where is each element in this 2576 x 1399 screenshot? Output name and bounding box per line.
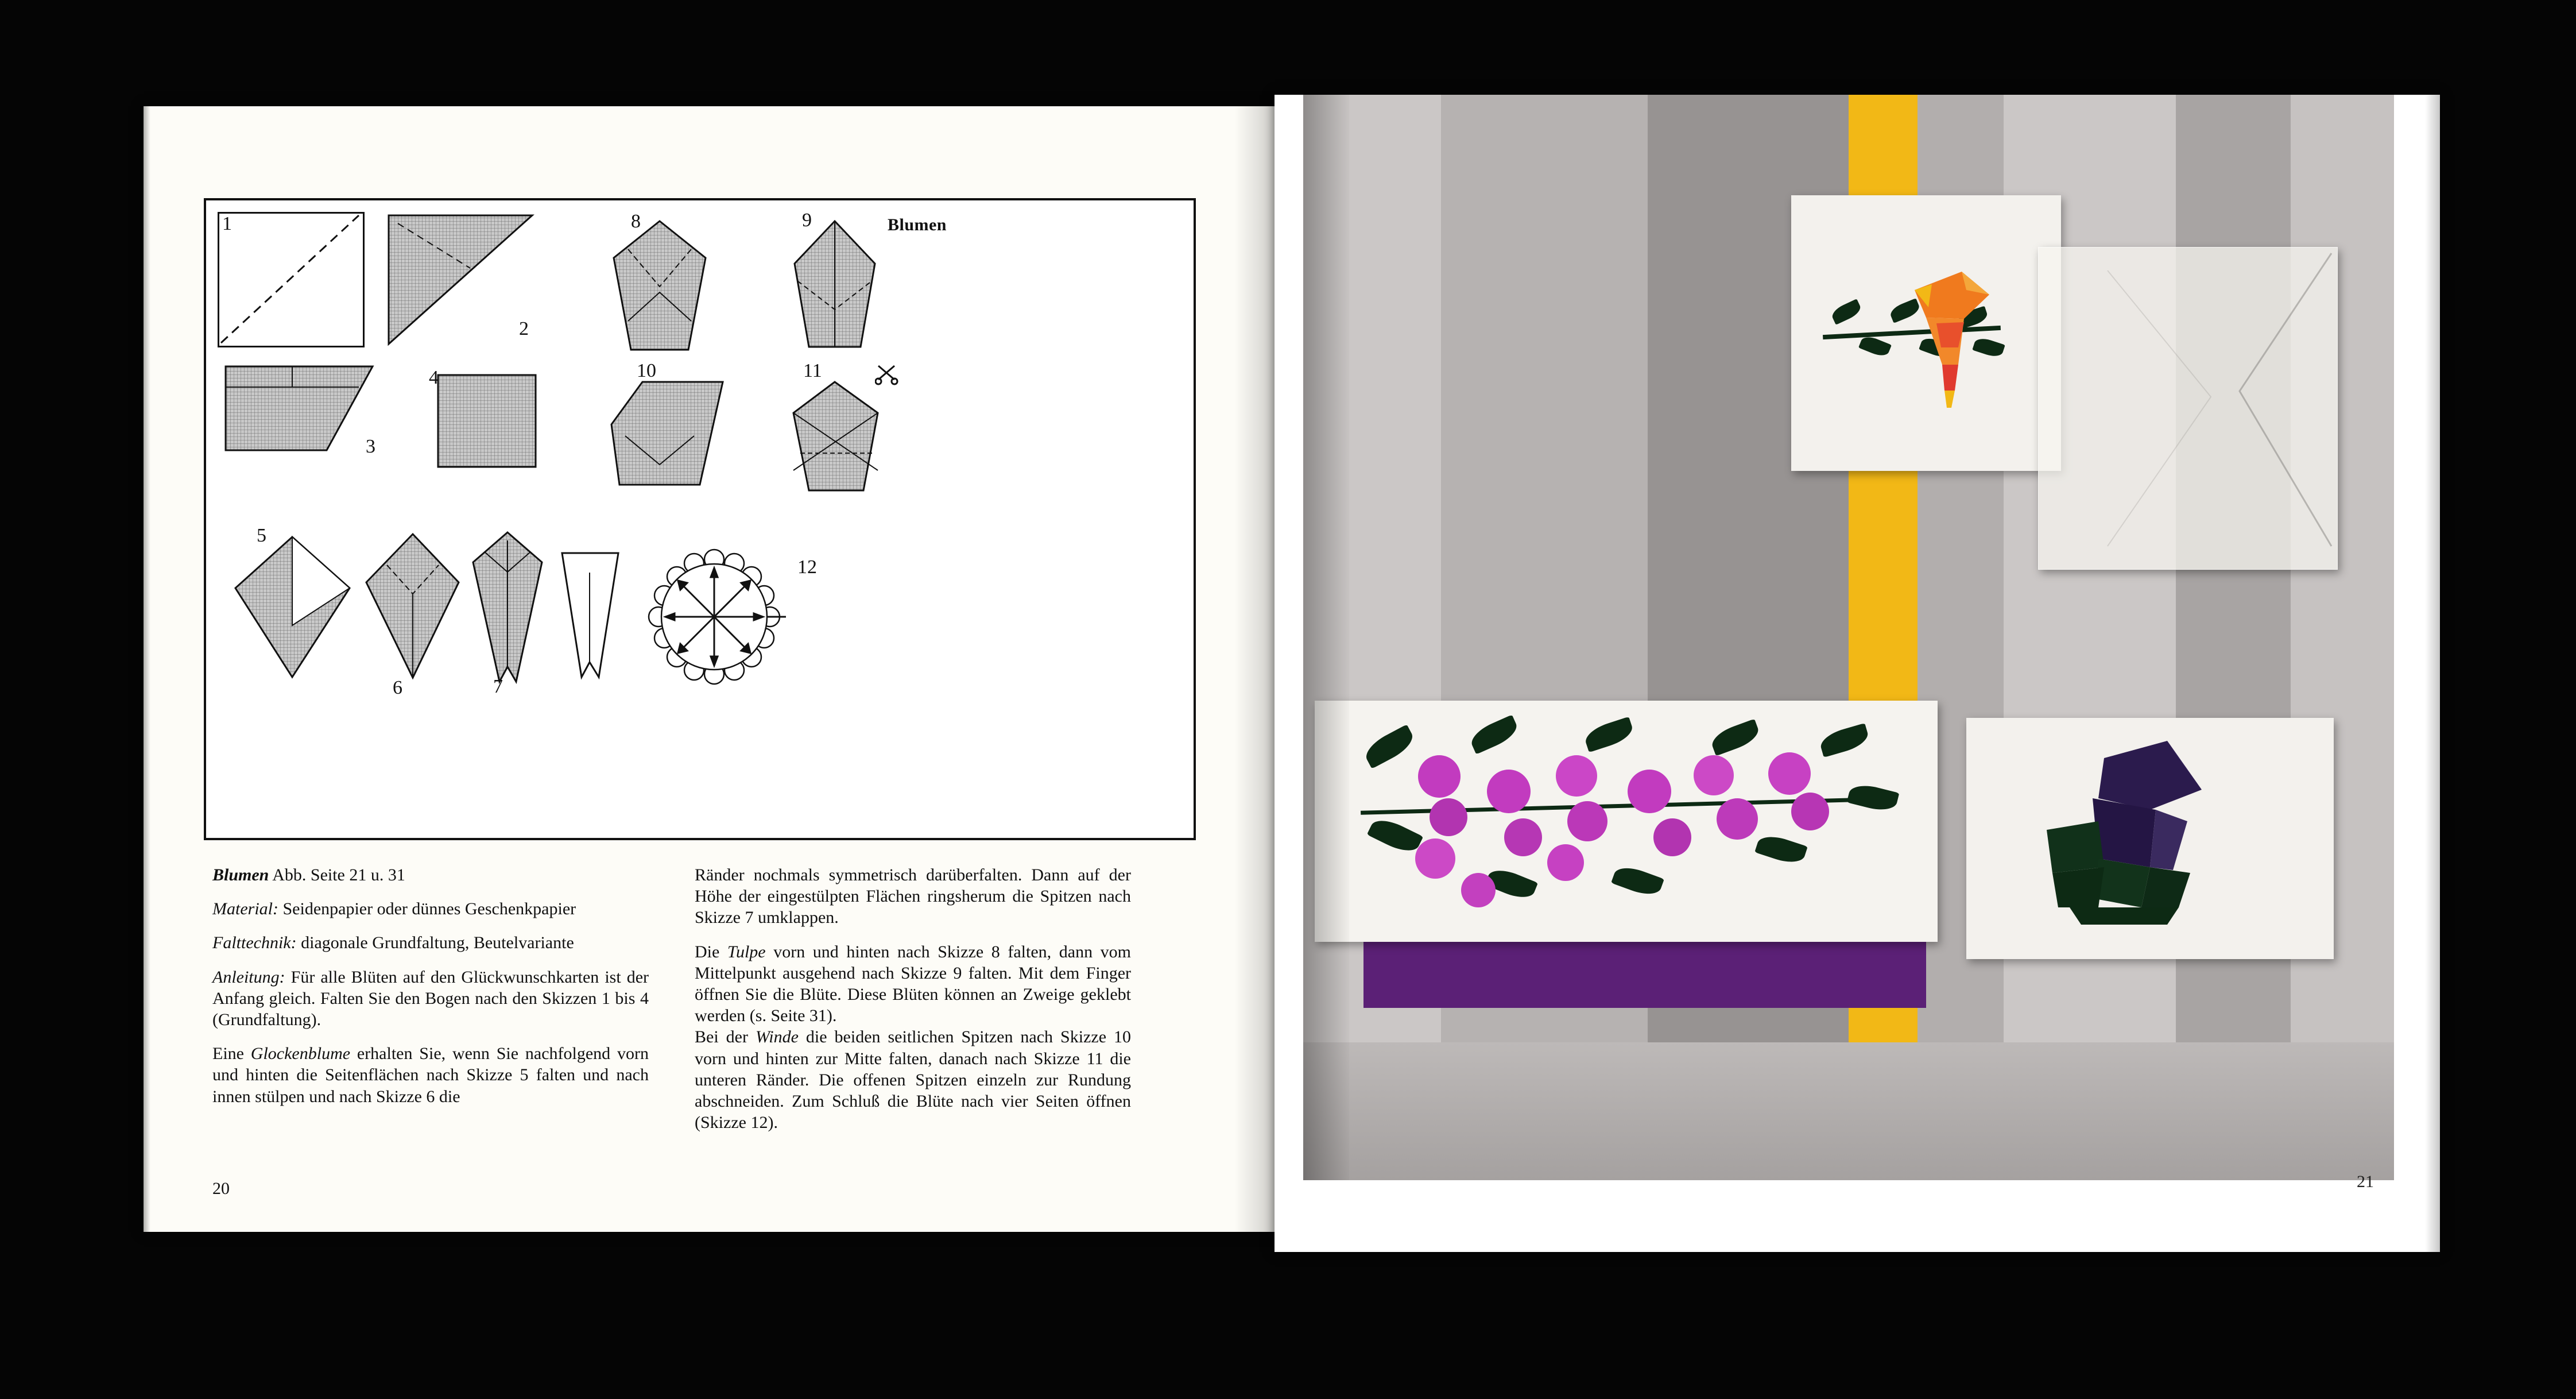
tulpe-pre: Die <box>695 942 727 961</box>
blossom <box>1717 798 1758 840</box>
instruction-paragraph <box>212 967 649 1031</box>
glockenblume-paragraph <box>212 1043 649 1107</box>
photograph <box>1303 95 2394 1180</box>
blossom <box>1556 755 1597 797</box>
winde-pre: Bei der <box>695 1027 756 1047</box>
tulpe-post: vorn und hinten nach Skizze 8 falten, dann vom Mittelpunkt ausgehend nach Skizze 9 falten. Mit dem Finger öffnen Sie die Blüte. Diese Blüten können an Zweige geklebt werden (s. Seite 31). <box>695 942 1131 1026</box>
material-text: Seidenpapier oder dünnes Geschenkpapier <box>278 899 576 919</box>
page-edge-shadow <box>140 106 150 1232</box>
step-number-4: 4 <box>429 367 439 388</box>
text-column-right <box>695 864 1131 1146</box>
winde-paragraph <box>695 1026 1131 1133</box>
step-number-11: 11 <box>803 360 822 381</box>
card-dark-flower <box>1966 718 2334 959</box>
dark-origami-flower-icon <box>2035 735 2276 942</box>
right-page-gutter-shadow <box>1303 95 1349 1180</box>
left-page <box>144 106 1275 1232</box>
blossom <box>1694 755 1734 795</box>
leaf <box>1847 781 1900 814</box>
step-number-9: 9 <box>802 210 812 231</box>
glockenblume-pre: Eine <box>212 1044 251 1064</box>
glockenblume-italic: Glockenblume <box>250 1044 351 1064</box>
technique-text: diagonale Grundfaltung, Beutelvariante <box>296 933 574 953</box>
blossom <box>1768 752 1811 795</box>
step-1-diagonal <box>218 212 365 347</box>
step-10-shape <box>608 378 734 493</box>
section-heading-rest: Abb. Seite 21 u. 31 <box>269 865 405 884</box>
leaf <box>1361 724 1417 769</box>
step-12-flower <box>642 545 786 689</box>
leaf <box>1467 714 1521 754</box>
step-number-12: 12 <box>797 556 817 578</box>
step-number-3: 3 <box>366 436 375 457</box>
step-3-shape <box>223 364 390 473</box>
step-4-square <box>436 373 539 473</box>
leaf <box>1830 299 1863 325</box>
step-number-6: 6 <box>393 677 402 698</box>
instruction-label: Anleitung: <box>212 967 285 987</box>
blossom <box>1418 755 1461 798</box>
scissors-icon <box>875 362 900 385</box>
page-number-right: 21 <box>2357 1172 2374 1191</box>
leaf <box>1858 334 1892 359</box>
column2-paragraph-1: Ränder nochmals symmetrisch darüberfalten. Dann auf der Höhe der eingestülpten Flächen ringsherum die Spitzen nach Skizze 7 umklappen. <box>695 865 1131 927</box>
text-column-left <box>212 864 649 1107</box>
purple-strip <box>1363 933 1926 1008</box>
leaf <box>1582 717 1636 752</box>
page-number-left: 20 <box>212 1179 230 1198</box>
card-vellum <box>2038 247 2338 570</box>
step-7-outline <box>551 550 631 687</box>
tulpe-italic: Tulpe <box>727 942 766 961</box>
step-7-narrow <box>462 529 553 690</box>
step-number-7: 7 <box>493 676 503 697</box>
step-number-2: 2 <box>519 318 529 339</box>
vellum-fold-lines <box>2039 248 2337 569</box>
text-columns <box>212 864 1188 1209</box>
blossom <box>1791 793 1829 830</box>
blossom <box>1415 838 1455 879</box>
step-number-10: 10 <box>637 360 656 381</box>
leaf <box>1818 723 1870 758</box>
blossom <box>1567 801 1607 841</box>
figure-title: Blumen <box>887 215 947 234</box>
blossom <box>1547 844 1584 881</box>
figure-box <box>204 198 1196 840</box>
leaf <box>1709 719 1762 756</box>
blossom <box>1487 770 1531 813</box>
instruction-text: Für alle Blüten auf den Glückwunschkarten ist der Anfang gleich. Falten Sie den Bogen nach den Skizzen 1 bis 4 (Grundfaltung). <box>212 967 649 1029</box>
step-11-shape <box>777 378 898 499</box>
step-8-shape <box>602 218 717 367</box>
material-line <box>212 898 649 919</box>
section-heading-bold: Blumen <box>212 865 269 884</box>
glockenblume-post: erhalten Sie, wenn Sie nachfolgend vorn und hinten die Seitenflächen nach Skizze 5 falten und nach innen stülpen und nach Skizze 6 die <box>212 1044 649 1106</box>
book-spread <box>144 106 2440 1272</box>
step-2-triangle <box>384 211 539 349</box>
material-label: Material: <box>212 899 278 919</box>
tulpe-paragraph <box>695 941 1131 1027</box>
technique-line <box>212 932 649 953</box>
step-5-kite <box>232 534 358 683</box>
leaf <box>1611 863 1664 900</box>
backdrop-band-2 <box>1441 95 1648 1180</box>
section-heading <box>212 864 649 886</box>
step-9-shape <box>780 218 889 364</box>
backdrop-floor <box>1303 1042 2394 1180</box>
step-number-8: 8 <box>631 211 641 232</box>
step-number-1: 1 <box>222 213 232 234</box>
winde-post: die beiden seitlichen Spitzen nach Skizze 10 vorn und hinten zur Mitte falten, danach nach Skizze 11 die unteren Ränder. Die offenen Spitzen einzeln zur Rundung abschneiden. Zum Schluß die Blüte nach vier Seiten öffnen (Skizze 12). <box>695 1027 1131 1133</box>
right-page <box>1275 95 2440 1252</box>
blossom <box>1504 818 1542 856</box>
leaf <box>1754 832 1808 867</box>
step-number-5: 5 <box>257 525 266 546</box>
blossom <box>1628 770 1671 813</box>
card-bird <box>1791 195 2061 471</box>
winde-italic: Winde <box>755 1027 799 1047</box>
leaf <box>1367 814 1423 857</box>
card-blossoms <box>1315 701 1938 942</box>
technique-label: Falttechnik: <box>212 933 297 953</box>
blossom <box>1653 818 1691 856</box>
origami-bird-icon <box>1909 250 2012 422</box>
blossom <box>1461 873 1496 907</box>
blossom <box>1430 798 1467 836</box>
step-6-kite <box>352 531 473 686</box>
